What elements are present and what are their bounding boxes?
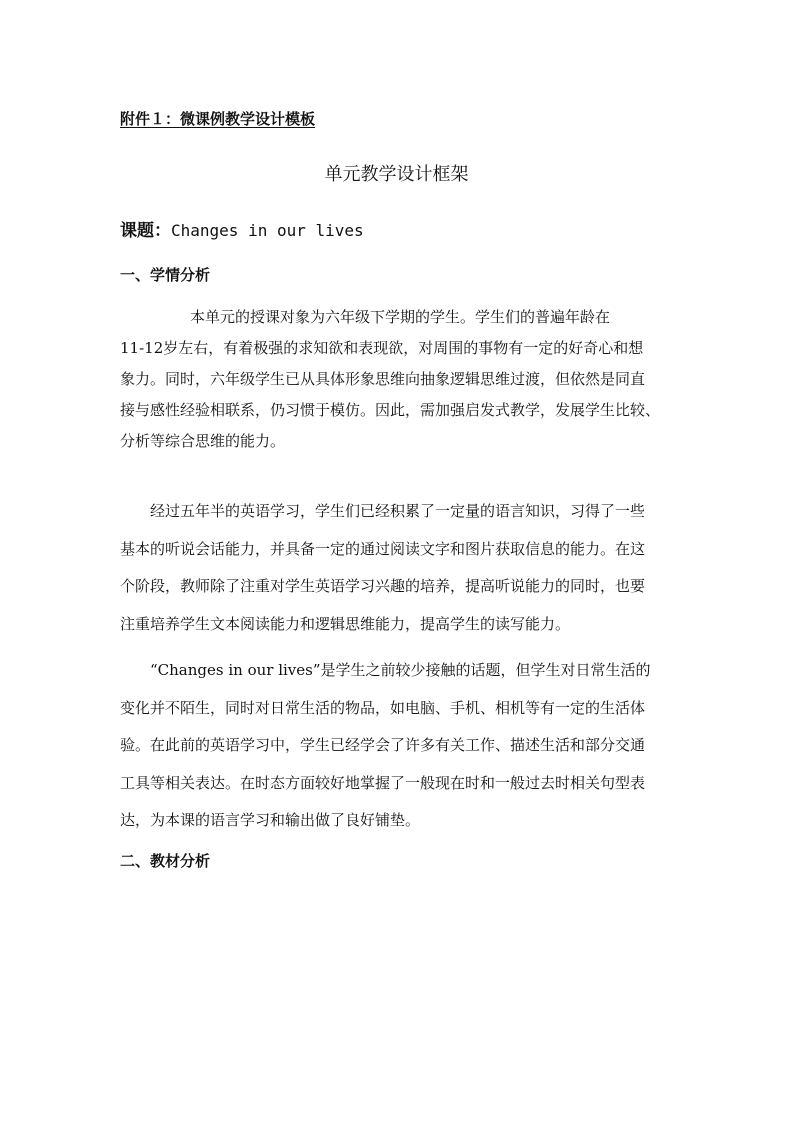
paragraph-learner-profile bbox=[120, 302, 676, 457]
topic-value: Changes in our lives bbox=[171, 221, 364, 240]
section-heading-textbook-analysis: 二、教材分析 bbox=[120, 852, 211, 870]
paragraph-line: 分析等综合思维的能力。 bbox=[120, 432, 286, 450]
paragraph-line: 注重培养学生文本阅读能力和逻辑思维能力，提高学生的读写能力。 bbox=[120, 614, 571, 633]
paragraph-line: 验。在此前的英语学习中，学生已经学会了许多有关工作、描述生活和部分交通 bbox=[120, 736, 646, 754]
paragraph-line: “Changes in our lives”是学生之前较少接触的话题，但学生对日常生活的 bbox=[150, 661, 651, 679]
paragraph-line: 达，为本课的语言学习和输出做了良好铺垫。 bbox=[120, 811, 421, 829]
paragraph-line: 11-12岁左右，有着极强的求知欲和表现欲，对周围的事物有一定的好奇心和想 bbox=[120, 339, 644, 357]
paragraph-line: 变化并不陌生，同时对日常生活的物品，如电脑、手机、相机等有一定的生活体 bbox=[120, 698, 646, 717]
paragraph-line: 经过五年半的英语学习，学生们已经积累了一定量的语言知识，习得了一些 bbox=[150, 502, 646, 520]
paragraph-line: 个阶段，教师除了注重对学生英语学习兴趣的培养，提高听说能力的同时，也要 bbox=[120, 577, 646, 595]
paragraph-line: 工具等相关表达。在时态方面较好地掌握了一般现在时和一般过去时相关句型表 bbox=[120, 773, 646, 792]
frame-title: 单元教学设计框架 bbox=[324, 164, 469, 185]
paragraph-line: 象力。同时，六年级学生已从具体形象思维向抽象逻辑思维过渡，但依然是同直 bbox=[120, 370, 646, 388]
attachment-title: 附件１：微课例教学设计模板 bbox=[120, 110, 316, 128]
paragraph-learning-background bbox=[120, 493, 676, 643]
paragraph-topic-familiarity bbox=[120, 652, 676, 840]
paragraph-line: 接与感性经验相联系，仍习惯于模仿。因此，需加强启发式教学，发展学生比较、 bbox=[120, 401, 661, 419]
topic-label: 课题： bbox=[120, 221, 171, 241]
section-heading-learner-analysis: 一、学情分析 bbox=[120, 266, 211, 284]
paragraph-line: 基本的听说会话能力，并具备一定的通过阅读文字和图片获取信息的能力。在这 bbox=[120, 539, 646, 558]
topic-line bbox=[120, 216, 364, 241]
paragraph-line: 本单元的授课对象为六年级下学期的学生。学生们的普遍年龄在 bbox=[190, 308, 611, 326]
